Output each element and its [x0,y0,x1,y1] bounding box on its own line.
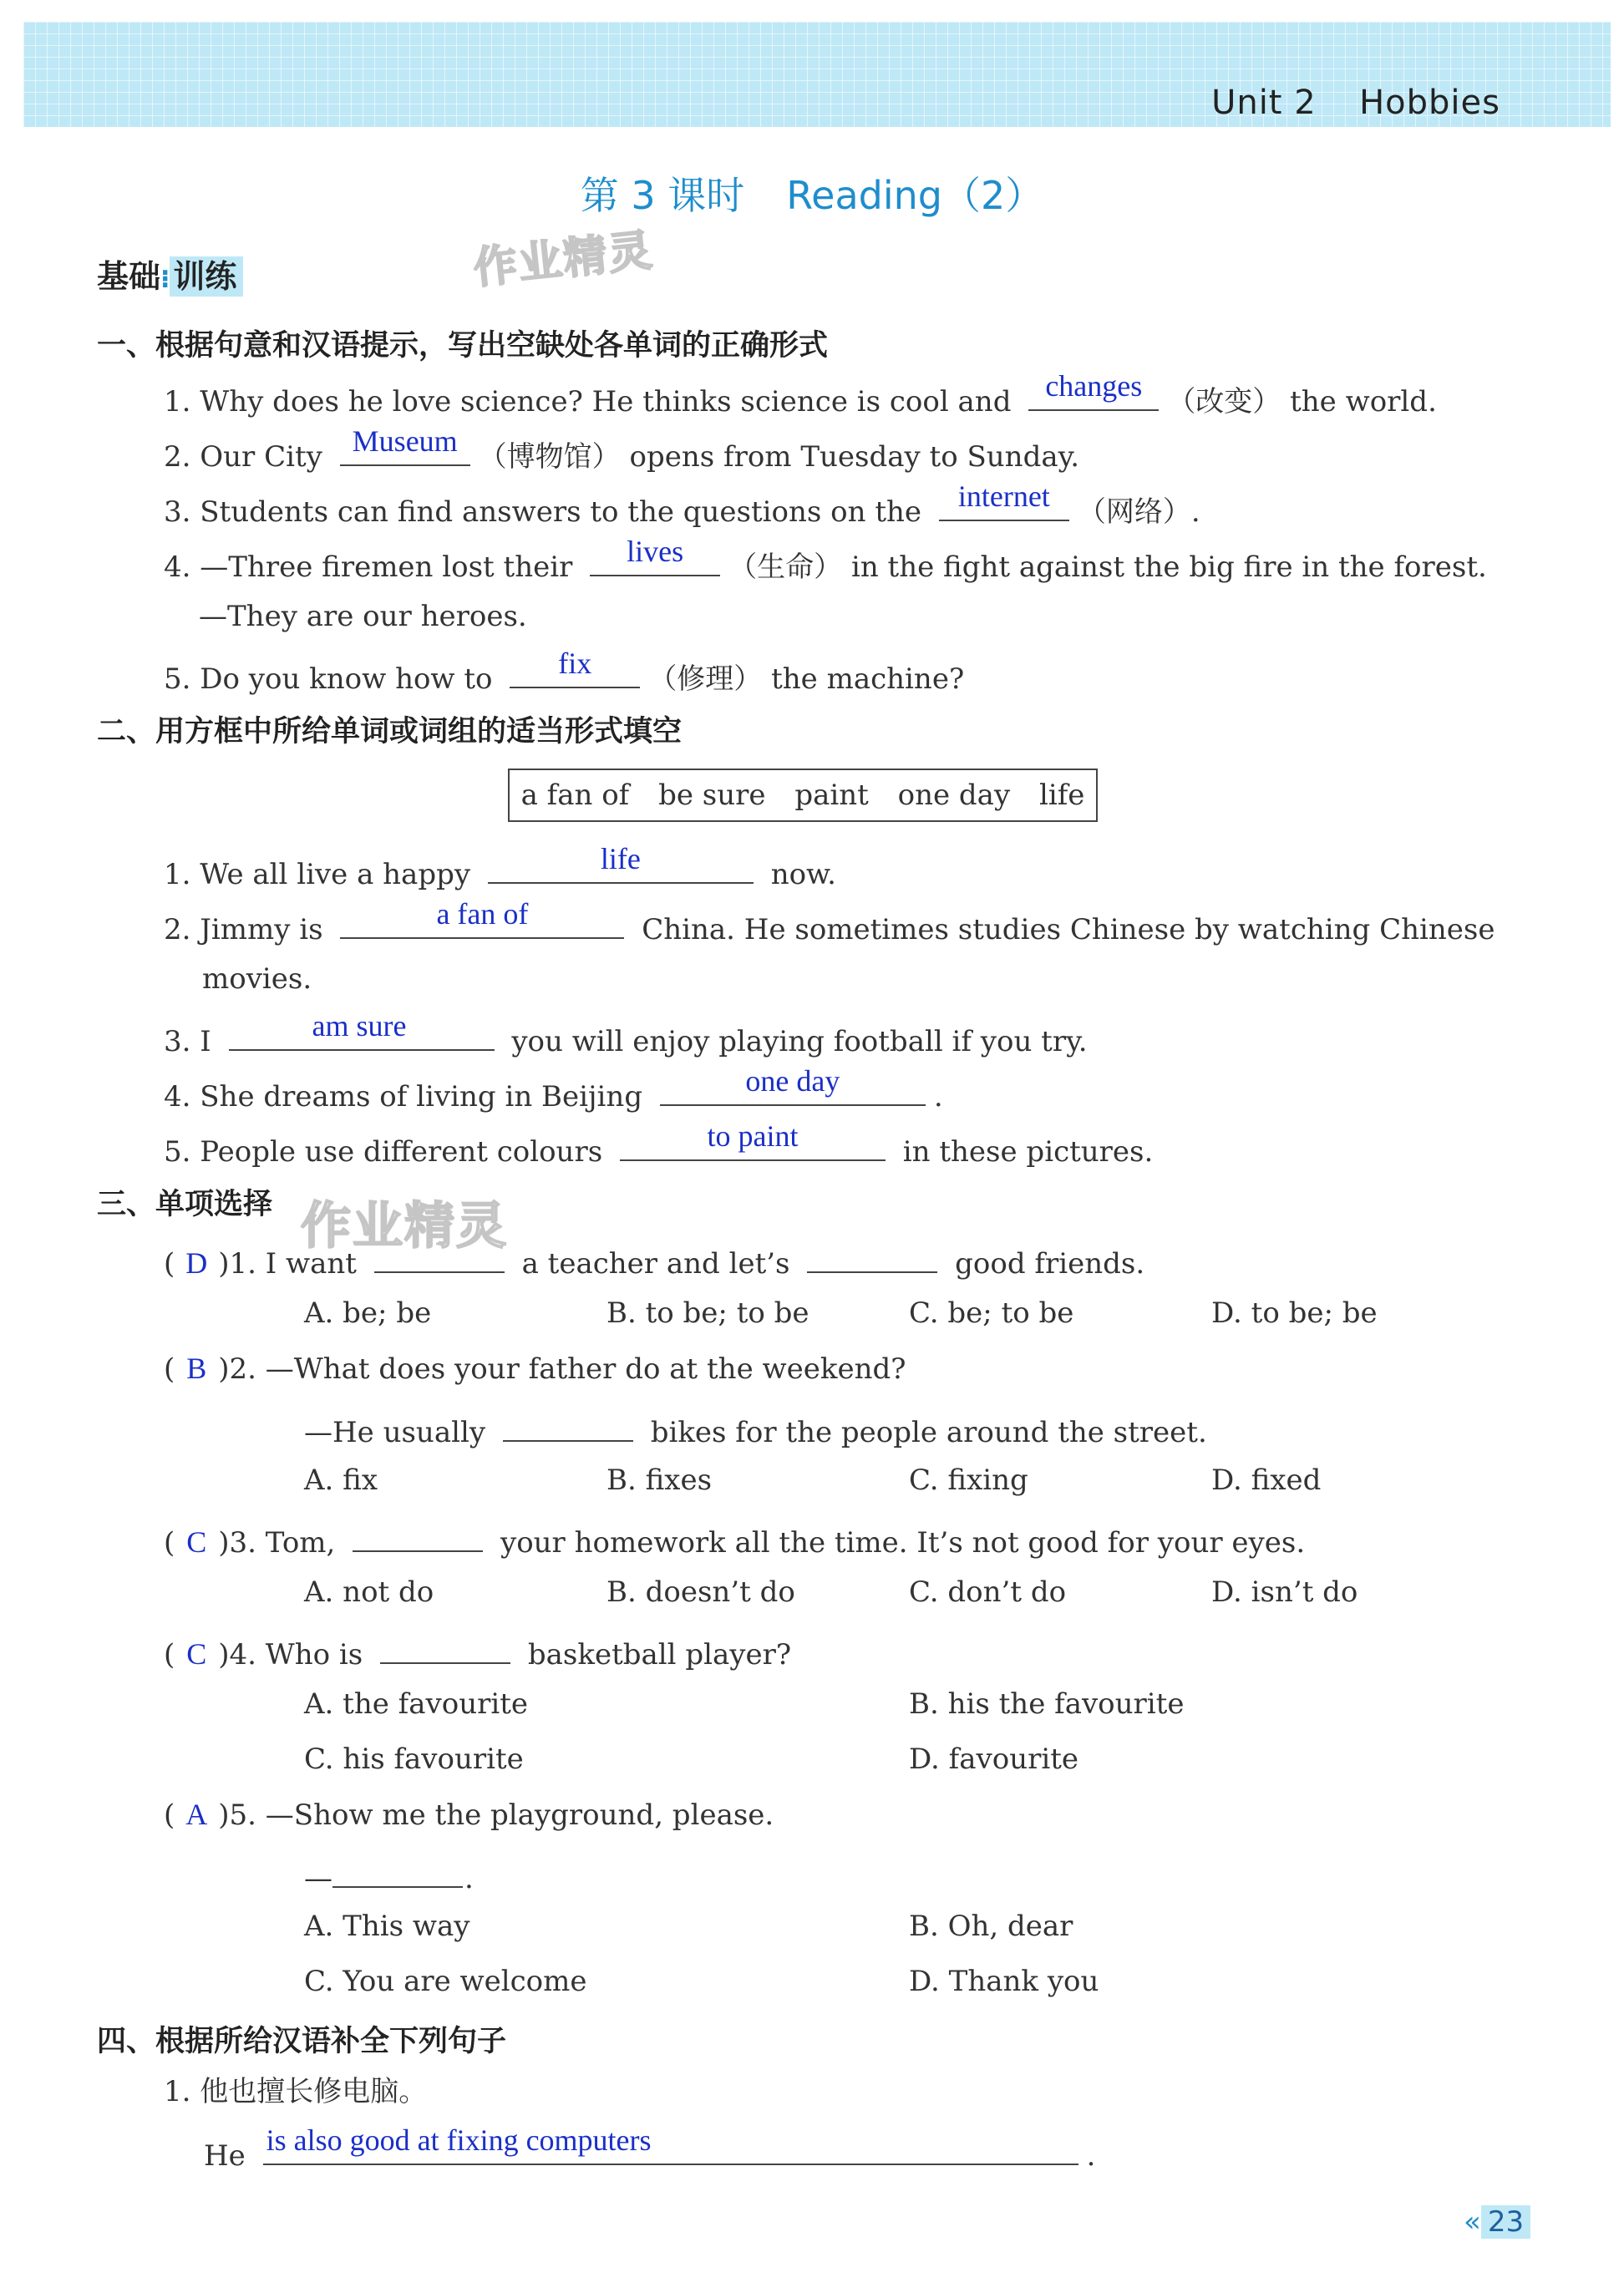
word-bank-item: one day [897,779,1011,812]
s2-item-2 [164,897,1495,948]
word-bank-item: a fan of [520,779,630,812]
s2-item-5 [164,1119,1154,1170]
answer-blank[interactable] [660,1064,926,1106]
item-text: Our City [200,440,322,474]
lesson-name: Reading（2） [786,173,1044,218]
answer-text: fix [558,647,592,680]
answer-blank[interactable] [374,1238,505,1273]
answer-blank[interactable] [807,1238,937,1273]
option-c: C. don’t do [909,1575,1067,1609]
item-number: 3. [164,1025,191,1058]
item-text: in the fight against the big fire in the forest. [850,550,1487,584]
hint-text: （生命） [728,550,843,584]
s4-item-1 [164,2073,427,2110]
item-number: 2. [164,913,191,946]
item-text: Students can find answers to the questions on the [200,495,922,529]
answer-text: is also good at fixing computers [266,2123,652,2157]
answer-paren: ( [164,1247,175,1281]
mc-answer[interactable]: D [185,1246,208,1280]
s1-item-2 [164,424,1080,475]
item-chinese: 他也擅长修电脑。 [200,2075,428,2108]
badge-part1: 基础 [97,258,161,295]
option-d: D. to be; be [1211,1296,1378,1330]
word-bank-item: life [1038,779,1085,812]
answer-text: changes [1045,369,1143,403]
answer-text: am sure [312,1009,407,1043]
item-number: 4. [164,550,191,584]
answer-blank[interactable] [353,1517,483,1552]
item-text: . [1086,2139,1096,2173]
answer-blank[interactable] [332,1853,463,1888]
item-text: I [200,1025,211,1058]
option-a: A. the favourite [304,1687,528,1721]
section1-heading: 一、根据句意和汉语提示，写出空缺处各单词的正确形式 [97,329,829,363]
mc-item-4: ( C )4. Who is basketball player? [164,1629,791,1673]
s2-item-2-cont: movies. [202,962,312,996]
s1-item-5 [164,647,965,698]
mc-answer[interactable]: B [186,1352,207,1385]
answer-blank[interactable] [340,897,624,939]
item-text: bikes for the people around the street. [650,1416,1207,1449]
option-c: C. fixing [909,1464,1028,1497]
item-text: —What does your father do at the weekend? [265,1352,906,1386]
option-b: B. to be; to be [606,1296,809,1330]
answer-text: internet [957,479,1050,513]
item-number: 3. [229,1526,256,1560]
watermark: 作业精灵 [471,225,657,295]
word-bank-item: be sure [658,779,766,812]
answer-blank[interactable] [620,1119,886,1161]
s1-item-3 [164,479,1200,530]
option-b: B. his the favourite [909,1687,1185,1721]
answer-blank[interactable] [229,1009,495,1051]
mc-item-5-line2 [304,1853,474,1897]
option-b: B. fixes [606,1464,713,1497]
mc-answer[interactable]: C [186,1637,207,1671]
item-text: —He usually [304,1416,486,1449]
option-c: C. his favourite [304,1743,524,1776]
answer-text: to paint [707,1119,799,1153]
mc-answer[interactable]: C [186,1525,207,1559]
watermark: 作业精灵 [301,1197,508,1256]
item-text: I want [265,1247,357,1281]
option-d: D. Thank you [909,1965,1099,1998]
unit-title [1211,84,1500,122]
item-text: China. He sometimes studies Chinese by watching Chinese [642,913,1495,946]
hint-text: （网络） [1077,495,1191,529]
item-text: in these pictures. [902,1135,1154,1169]
badge-part2: 训练 [170,256,243,297]
hint-text: （博物馆） [478,440,621,474]
answer-blank[interactable] [380,1629,510,1664]
unit-label: Unit 2 [1211,84,1317,122]
item-text: People use different colours [200,1135,603,1169]
answer-blank[interactable] [340,424,470,466]
badge-dots-icon: ⁝ [160,265,170,294]
s2-item-4 [164,1064,943,1115]
item-text: the machine? [771,662,965,696]
item-text: good friends. [955,1247,1145,1281]
page-number-value: 23 [1481,2205,1530,2239]
item-text: now. [770,858,836,891]
answer-blank[interactable] [1028,369,1159,411]
answer-text: life [600,842,641,875]
answer-blank[interactable] [939,479,1069,521]
option-b: B. doesn’t do [606,1575,795,1609]
unit-topic: Hobbies [1359,84,1500,122]
s2-item-1 [164,842,836,893]
item-text: Why does he love science? He thinks science is cool and [200,385,1012,419]
answer-blank[interactable] [263,2123,1078,2165]
mc-answer[interactable]: A [185,1798,208,1831]
item-text: the world. [1290,385,1437,419]
mc-item-2: ( B )2. —What does your father do at the weekend? [164,1352,906,1386]
item-text: Tom, [265,1526,336,1560]
answer-text: a fan of [436,897,529,931]
item-number: 2. [229,1352,256,1386]
item-number: 1. [164,385,191,419]
option-d: D. favourite [909,1743,1079,1776]
option-a: A. This way [304,1910,470,1943]
mc-item-2-line2 [304,1407,1207,1451]
answer-blank[interactable] [510,647,640,688]
s4-item-1-answer-line [204,2123,1096,2174]
section4-heading: 四、根据所给汉语补全下列句子 [97,2025,507,2058]
section2-heading: 二、用方框中所给单词或词组的适当形式填空 [97,715,683,748]
item-text: a teacher and let’s [521,1247,790,1281]
answer-text: Museum [352,424,458,458]
hint-text: （改变） [1167,385,1281,419]
item-text: your homework all the time. It’s not good for your eyes. [500,1526,1306,1560]
item-text: She dreams of living in Beijing [200,1080,643,1114]
item-text: . [933,1080,943,1114]
double-chevron-left-icon: « [1464,2205,1481,2239]
item-text: Jimmy is [200,913,323,946]
item-number: 4. [164,1080,191,1114]
item-text: Do you know how to [200,662,493,696]
item-text: . [464,1862,474,1895]
item-text: —Three firemen lost their [200,550,573,584]
option-c: C. be; to be [909,1296,1074,1330]
section-badge [97,251,243,297]
word-bank-item: paint [794,779,869,812]
item-number: 4. [229,1638,256,1672]
item-text: He [204,2139,246,2173]
s1-item-4-reply: —They are our heroes. [199,600,527,633]
item-text: — [304,1862,332,1895]
item-number: 5. [164,662,191,696]
option-d: D. isn’t do [1211,1575,1358,1609]
answer-blank[interactable] [590,535,720,576]
item-text: basketball player? [527,1638,792,1672]
section3-heading: 三、单项选择 [97,1188,273,1221]
option-b: B. Oh, dear [909,1910,1073,1943]
answer-text: lives [627,535,684,568]
item-number: 3. [164,495,191,529]
item-text: Who is [265,1638,363,1672]
option-a: A. fix [304,1464,378,1497]
answer-text: one day [745,1064,840,1098]
word-bank [508,769,1098,822]
mc-item-5: ( A )5. —Show me the playground, please. [164,1798,774,1832]
item-number: 5. [164,1135,191,1169]
lesson-title [0,165,1624,221]
option-c: C. You are welcome [304,1965,587,1998]
item-text: you will enjoy playing football if you try. [511,1025,1088,1058]
item-text: . [1190,495,1200,529]
item-number: 1. [164,858,191,891]
hint-text: （修理） [648,662,763,696]
item-text: —Show me the playground, please. [265,1798,774,1832]
item-text: We all live a happy [200,858,471,891]
option-a: A. be; be [304,1296,432,1330]
page-number [1464,2205,1530,2239]
item-number: 1. [229,1247,256,1281]
option-d: D. fixed [1211,1464,1322,1497]
s1-item-1 [164,369,1437,420]
s2-item-3 [164,1009,1088,1060]
answer-blank[interactable] [488,842,754,884]
answer-blank[interactable] [503,1407,633,1442]
item-text: opens from Tuesday to Sunday. [629,440,1080,474]
mc-item-3: ( C )3. Tom, your homework all the time. It’s not good for your eyes. [164,1517,1305,1561]
option-a: A. not do [304,1575,434,1609]
s1-item-4 [164,535,1487,586]
item-number: 5. [229,1798,256,1832]
item-number: 2. [164,440,191,474]
mc-item-1: ( D )1. I want a teacher and let’s good friends. [164,1238,1144,1282]
item-number: 1. [164,2075,191,2108]
lesson-period: 第 3 课时 [580,173,745,218]
